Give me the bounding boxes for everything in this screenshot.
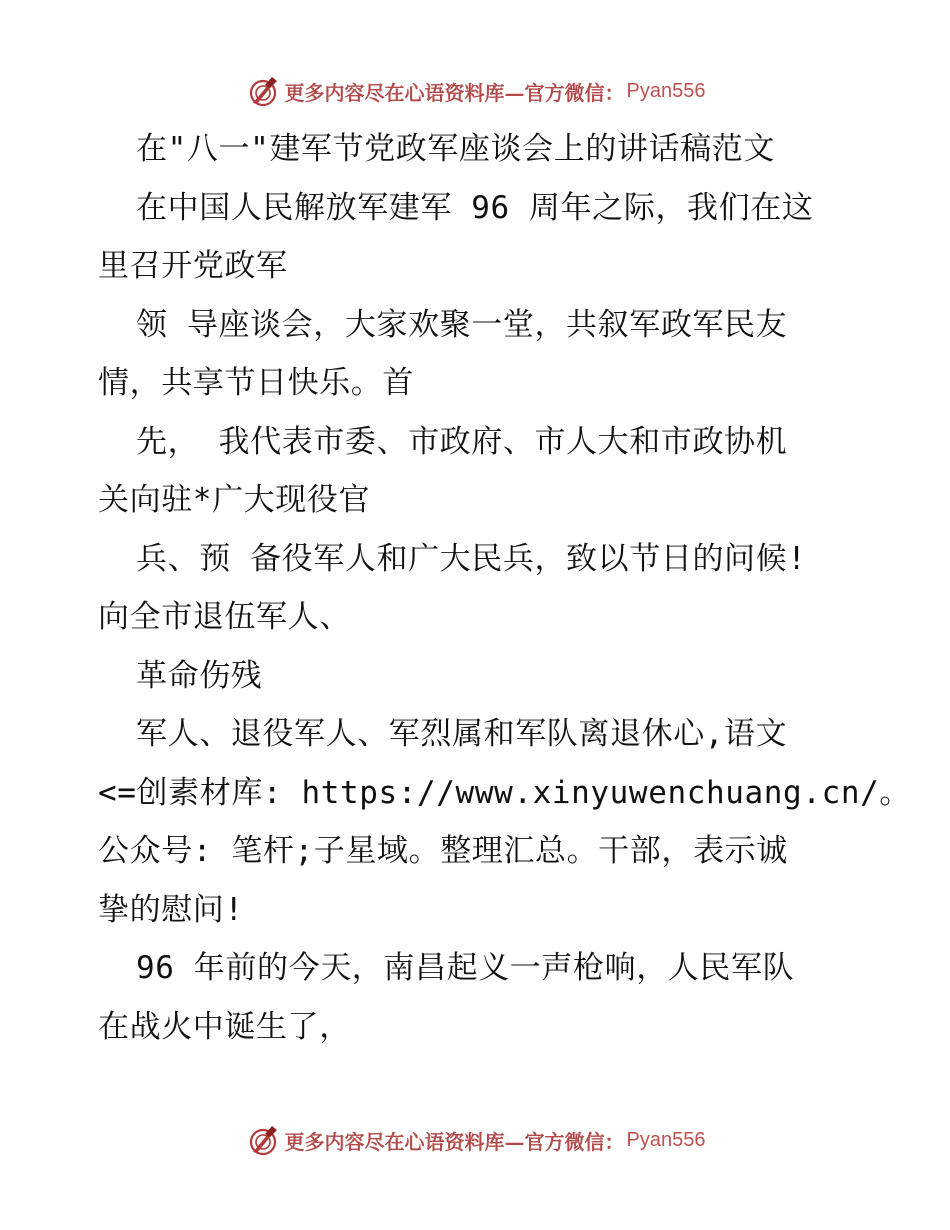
header-watermark — [0, 71, 950, 111]
text-line: <=创素材库: https://www.xinyuwenchuang.cn/。 — [98, 774, 911, 811]
text-line: 关向驻*广大现役官 — [98, 482, 371, 518]
watermark-text: 更多内容尽在心语资料库—官方微信： — [284, 80, 625, 105]
text-line: 向全市退伍军人、 — [98, 599, 351, 635]
text-line: 在"八一"建军节党政军座谈会上的讲话稿范文 — [136, 131, 775, 167]
quill-pen-logo-icon — [245, 1122, 281, 1158]
watermark-text: 更多内容尽在心语资料库—官方微信： — [284, 1129, 625, 1154]
text-line: 里召开党政军 — [98, 248, 288, 284]
text-line: 公众号: 笔杆;子星域。整理汇总。干部，表示诚 — [98, 833, 788, 869]
text-line: 军人、退役军人、军烈属和军队离退休心,语文 — [136, 716, 788, 752]
text-line: 在战火中诞生了， — [98, 1008, 351, 1045]
text-line: 96 年前的今天，南昌起义一声枪响，人民军队 — [136, 950, 795, 986]
text-line: 先， 我代表市委、市政府、市人大和市政协机 — [136, 423, 788, 460]
quill-pen-logo-icon — [245, 73, 281, 109]
watermark-wechat-handle: Pyan556 — [626, 79, 706, 102]
text-line: 情，共享节日快乐。首 — [98, 365, 414, 401]
text-line: 兵、预 备役军人和广大民兵，致以节日的问候! — [136, 540, 807, 577]
text-line: 革命伤残 — [136, 657, 263, 694]
text-line: 领 导座谈会，大家欢聚一堂，共叙军政军民友 — [136, 306, 788, 343]
text-line: 挚的慰问! — [98, 891, 244, 928]
footer-watermark — [0, 1120, 950, 1160]
text-line: 在中国人民解放军建军 96 周年之际，我们在这 — [136, 189, 814, 226]
watermark-wechat-handle: Pyan556 — [626, 1128, 706, 1151]
document-body — [98, 120, 911, 1056]
